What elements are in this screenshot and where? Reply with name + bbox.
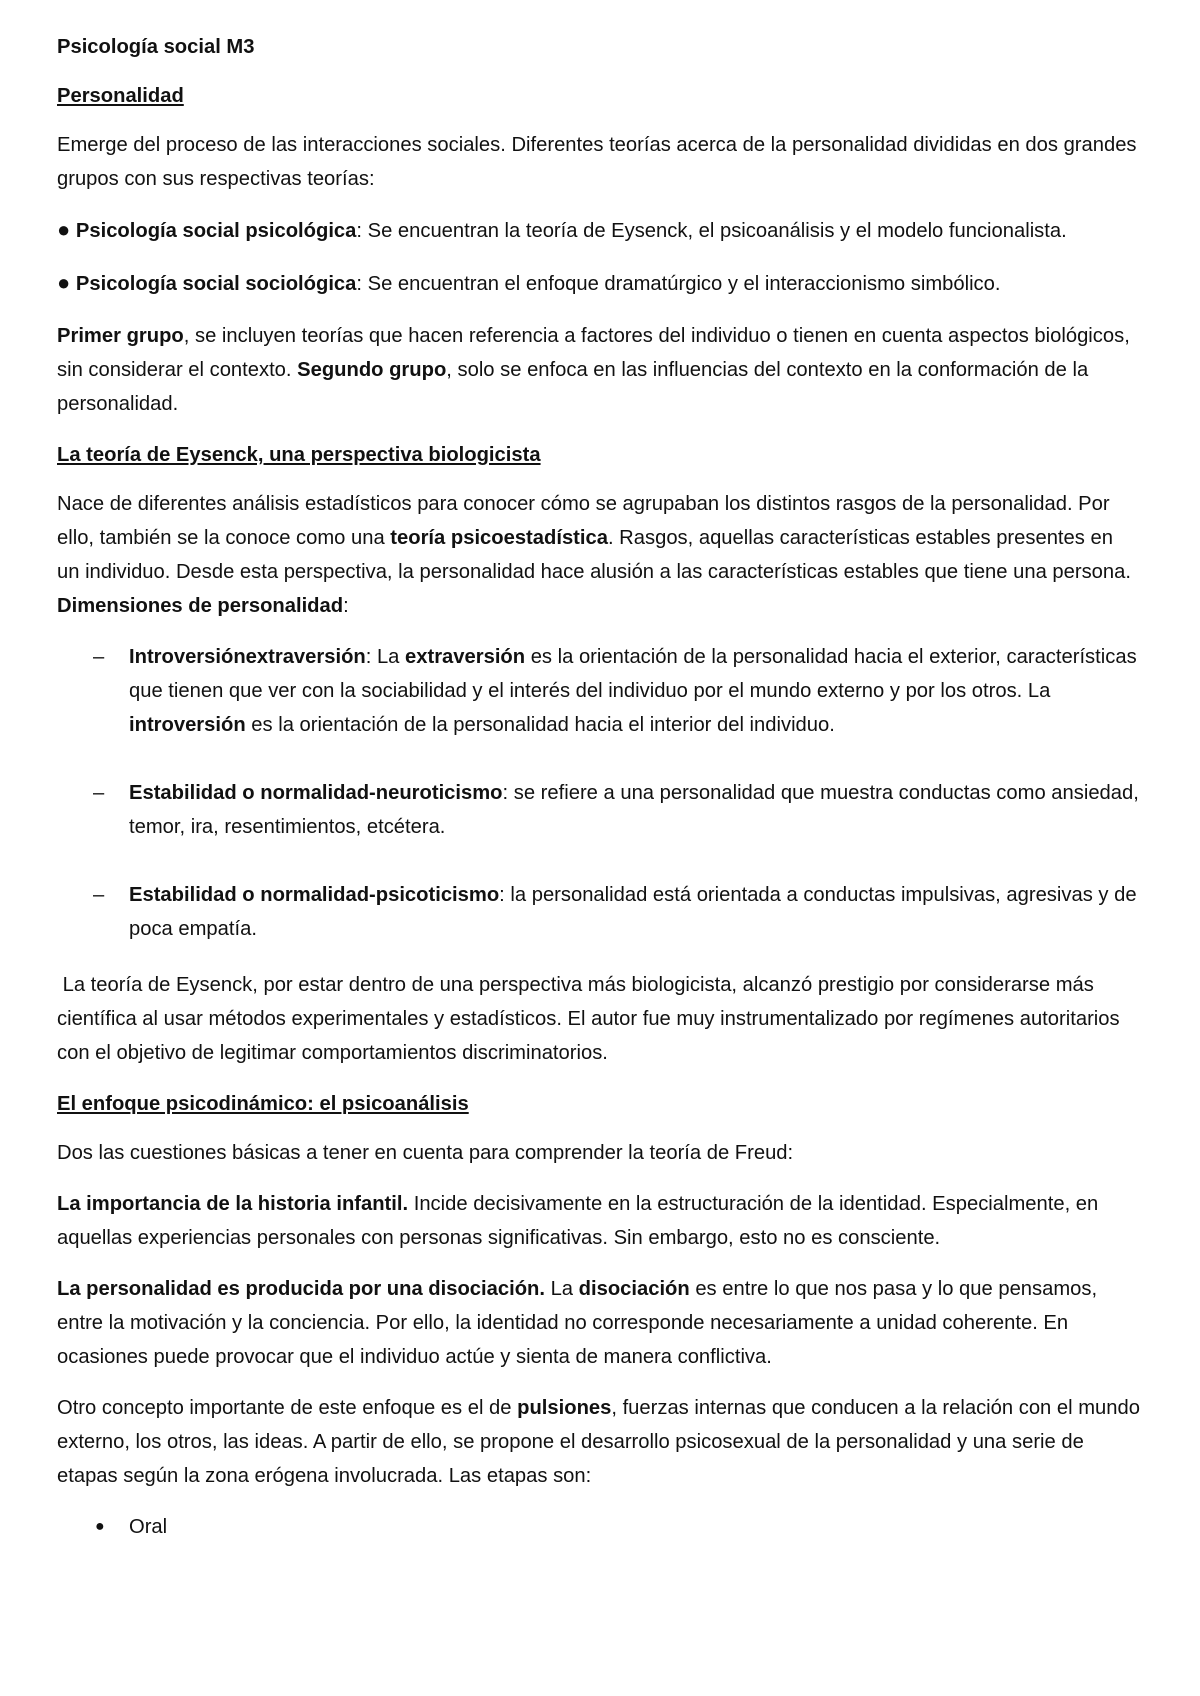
bullet-dot-icon: ● xyxy=(57,217,71,242)
text-run: Otro concepto importante de este enfoque es el de xyxy=(57,1397,518,1419)
section-heading-personalidad: Personalidad xyxy=(57,85,184,107)
paragraph-freud-intro: Dos las cuestiones básicas a tener en cuenta para comprender la teoría de Freud: xyxy=(57,1142,794,1164)
text-run: Incide decisivamente en la estructuración de la identidad. Especialmente, en aquellas experiencias personales con personas significativas. Sin embargo, esto no es consciente. xyxy=(57,1193,1099,1249)
dash-icon: – xyxy=(93,646,105,668)
dimensions-list xyxy=(57,640,1140,946)
text-run: es la orientación de la personalidad hacia el exterior, características que tienen que ver con la sociabilidad y el interés del individuo por el mundo externo y por los otros. La xyxy=(129,646,1137,702)
text-run: Nace de diferentes análisis estadísticos para conocer cómo se agrupaban los distintos rasgos de la personalidad. Por ello, también se la conoce como una xyxy=(57,493,1110,549)
bullet-term: Psicología social psicológica xyxy=(75,220,357,242)
text-run: , solo se enfoca en las influencias del contexto en la conformación de la personalidad. xyxy=(57,359,1089,415)
bullet-term: Psicología social sociológica xyxy=(75,273,357,295)
stage-label: Oral xyxy=(129,1516,168,1538)
text-run: La xyxy=(544,1278,579,1300)
paragraph-disociacion xyxy=(57,1272,1140,1374)
bold-term: teoría psicoestadística xyxy=(390,527,608,549)
bullet-psicologia-sociologica xyxy=(57,266,1140,301)
dash-icon: – xyxy=(93,884,105,906)
dash-icon: – xyxy=(93,782,105,804)
bold-term: La importancia de la historia infantil. xyxy=(57,1193,409,1215)
paragraph-grupos xyxy=(57,319,1140,421)
paragraph-pulsiones xyxy=(57,1391,1140,1493)
bold-term: disociación xyxy=(578,1278,690,1300)
bold-term: Estabilidad o normalidad-neuroticismo xyxy=(129,782,503,804)
text-run: , fuerzas internas que conducen a la relación con el mundo externo, los otros, las ideas. A partir de ello, se propone el desarrollo psicosexual de la personalidad y una serie de etapas según la zona erógena involucrada. Las etapas son: xyxy=(57,1397,1140,1487)
text-run: : se refiere a una personalidad que muestra conductas como ansiedad, temor, ira, resentimientos, etcétera. xyxy=(129,782,1139,838)
bold-term: introversión xyxy=(129,714,246,736)
text-run: : La xyxy=(365,646,406,668)
document-title: Psicología social M3 xyxy=(57,36,255,58)
bullet-psicologia-psicologica xyxy=(57,213,1140,248)
bold-term: Dimensiones de personalidad xyxy=(57,595,344,617)
bold-term: Segundo grupo xyxy=(297,359,447,381)
section-heading-psicoanalisis: El enfoque psicodinámico: el psicoanálisis xyxy=(57,1093,469,1115)
paragraph-intro: Emerge del proceso de las interacciones sociales. Diferentes teorías acerca de la personalidad divididas en dos grandes grupos con sus respectivas teorías: xyxy=(57,134,1137,190)
list-item xyxy=(57,640,1140,742)
list-item xyxy=(57,776,1140,844)
text-run: . Rasgos, aquellas características estables presentes en un individuo. Desde esta perspectiva, la personalidad hace alusión a las características estables que tiene una persona. xyxy=(57,527,1131,583)
paragraph-historia-infantil xyxy=(57,1187,1140,1255)
text-run: : la personalidad está orientada a conductas impulsivas, agresivas y de poca empatía. xyxy=(129,884,1137,940)
paragraph-eysenck-prestigio: La teoría de Eysenck, por estar dentro de una perspectiva más biologicista, alcanzó prestigio por considerarse más científica al usar métodos experimentales y estadísticos. El autor fue muy instrumentalizado por regímenes autoritarios con el objetivo de legitimar comportamientos discriminatorios. xyxy=(57,974,1126,1064)
text-run: : xyxy=(343,595,349,617)
text-run: , se incluyen teorías que hacen referencia a factores del individuo o tienen en cuenta aspectos biológicos, sin considerar el contexto. xyxy=(57,325,1130,381)
bold-term: La personalidad es producida por una disociación. xyxy=(57,1278,545,1300)
bold-term: pulsiones xyxy=(517,1397,612,1419)
bullet-text: : Se encuentran la teoría de Eysenck, el psicoanálisis y el modelo funcionalista. xyxy=(356,220,1067,242)
list-item xyxy=(95,1510,1140,1544)
paragraph-eysenck xyxy=(57,487,1140,623)
bullet-dot-icon: ● xyxy=(57,270,71,295)
stages-list xyxy=(57,1510,1140,1544)
bold-term: Introversiónextraversión xyxy=(129,646,366,668)
list-item xyxy=(57,878,1140,946)
bullet-dot-icon: ● xyxy=(95,1518,105,1535)
bold-term: Primer grupo xyxy=(57,325,184,347)
text-run: es entre lo que nos pasa y lo que pensamos, entre la motivación y la conciencia. Por ello, la identidad no corresponde necesariamente a unidad coherente. En ocasiones puede provocar que el individuo actúe y sienta de manera conflictiva. xyxy=(57,1278,1098,1368)
bold-term: Estabilidad o normalidad-psicoticismo xyxy=(129,884,500,906)
text-run: es la orientación de la personalidad hacia el interior del individuo. xyxy=(245,714,835,736)
bullet-text: : Se encuentran el enfoque dramatúrgico y el interaccionismo simbólico. xyxy=(356,273,1001,295)
section-heading-eysenck: La teoría de Eysenck, una perspectiva biologicista xyxy=(57,444,541,466)
bold-term: extraversión xyxy=(405,646,526,668)
